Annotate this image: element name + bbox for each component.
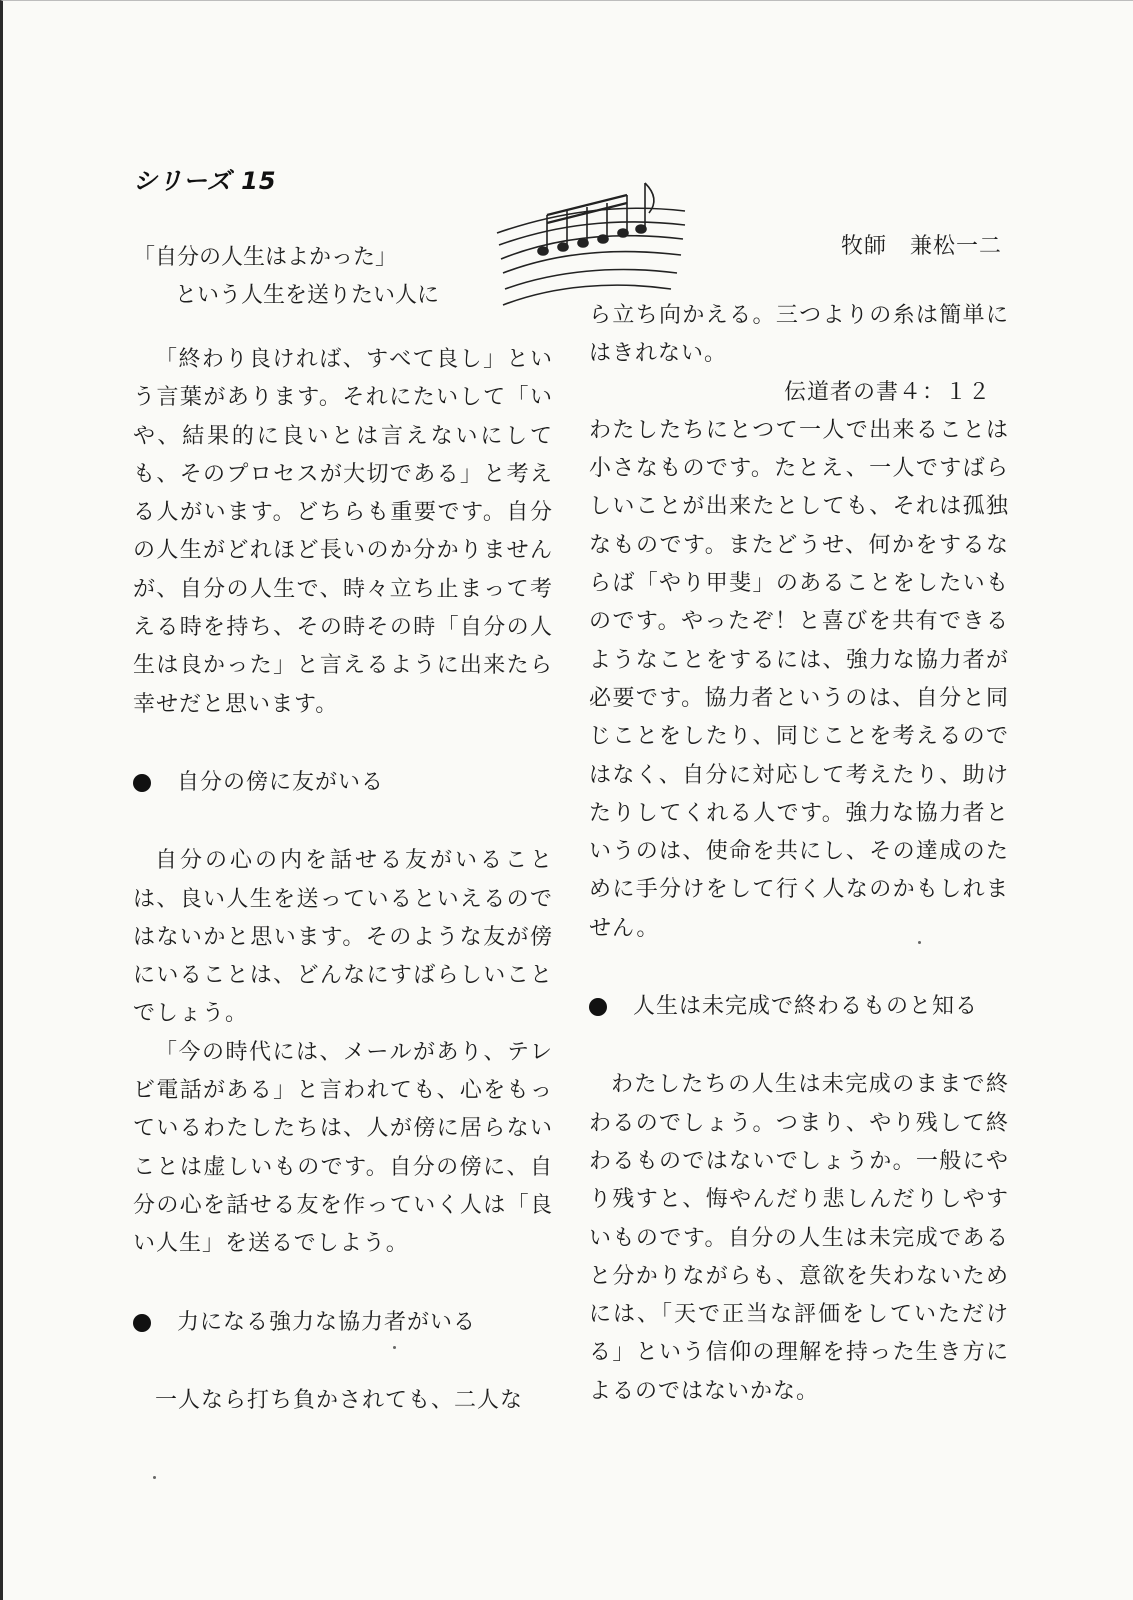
scan-speck (153, 1476, 156, 1479)
bullet-icon (133, 1314, 151, 1332)
author: 牧師 兼松一二 (841, 234, 1003, 259)
friend-paragraph-2: 「今の時代には、メールがあり、テレビ電話がある」と言われても、心をもっているわたしたちは、人が傍に居らないことは虚しいものです。自分の傍に、自分の心を話せる友を作っていく人は「良い人生」を送るでしよう。 (133, 1039, 553, 1257)
series-label: シリーズ 15 (133, 167, 277, 195)
partner-paragraph: わたしたちにとつて一人で出来ることは小さなものです。たとえ、一人ですばらしいことが出来たとしても、それは孤独なものです。またどうせ、何かをするならば「やり甲斐」のあることをしたいものです。やったぞ！と喜びを共有できるようなことをするには、強力な協力者が必要です。協力者というのは、自分と同じことをしたり、同じことを考えるのではなく、自分に対応して考えたり、助けたりしてくれる人です。強力な協力者というのは、使命を共にし、その達成のために手分けをして行く人なのかもしれません。 (589, 417, 1009, 941)
friend-paragraph-1: 自分の心の内を話せる友がいることは、良い人生を送っているといえるのではないかと思います。そのような友が傍にいることは、どんなにすばらしいことでしょう。 (133, 848, 553, 1027)
left-column (133, 341, 553, 1420)
scripture-quote-end: ら立ち向かえる。三つよりの糸は簡単にはきれない。 (589, 303, 1009, 367)
scan-speck (393, 1346, 396, 1349)
scripture-reference: 伝道者の書４：１２ (783, 379, 991, 405)
title-line-1: 「自分の人生はよかった」 (133, 245, 398, 270)
section-heading-partner (133, 1304, 553, 1342)
section-heading-text: 力になる強力な協力者がいる (177, 1309, 477, 1335)
scripture-quote-start: 一人なら打ち負かされても、二人な (155, 1387, 524, 1413)
section-heading-friend (133, 764, 553, 802)
scan-speck (918, 941, 921, 944)
intro-paragraph: 「終わり良ければ、すべて良し」という言葉があります。それにたいして「いや、結果的に良いとは言えないにしても、そのプロセスが大切である」と考える人がいます。どちらも重要です。自分の人生がどれほど長いのか分かりませんが、自分の人生で、時々立ち止まって考える時を持ち、その時その時「自分の人生は良かった」と言えるように出来たら幸せだと思います。 (133, 347, 553, 717)
bullet-icon (133, 774, 151, 792)
section-heading-text: 人生は未完成で終わるものと知る (633, 994, 979, 1020)
section-heading-unfinished (589, 988, 1009, 1026)
article-title (133, 239, 439, 315)
bullet-icon (589, 998, 607, 1016)
music-notes-icon (495, 173, 695, 313)
title-line-2: という人生を送りたい人に (175, 283, 440, 308)
unfinished-paragraph: わたしたちの人生は未完成のままで終わるのでしょう。つまり、やり残して終わるものではないでしょうか。一般にやり残すと、悔やんだり悲しんだりしやすいものです。自分の人生は未完成であると分かりながらも、意欲を失わないためには、「天で正当な評価をしていただける」という信仰の理解を持った生き方によるのではないかな。 (589, 1072, 1009, 1404)
section-heading-text: 自分の傍に友がいる (177, 769, 385, 795)
right-column (589, 297, 1009, 1411)
